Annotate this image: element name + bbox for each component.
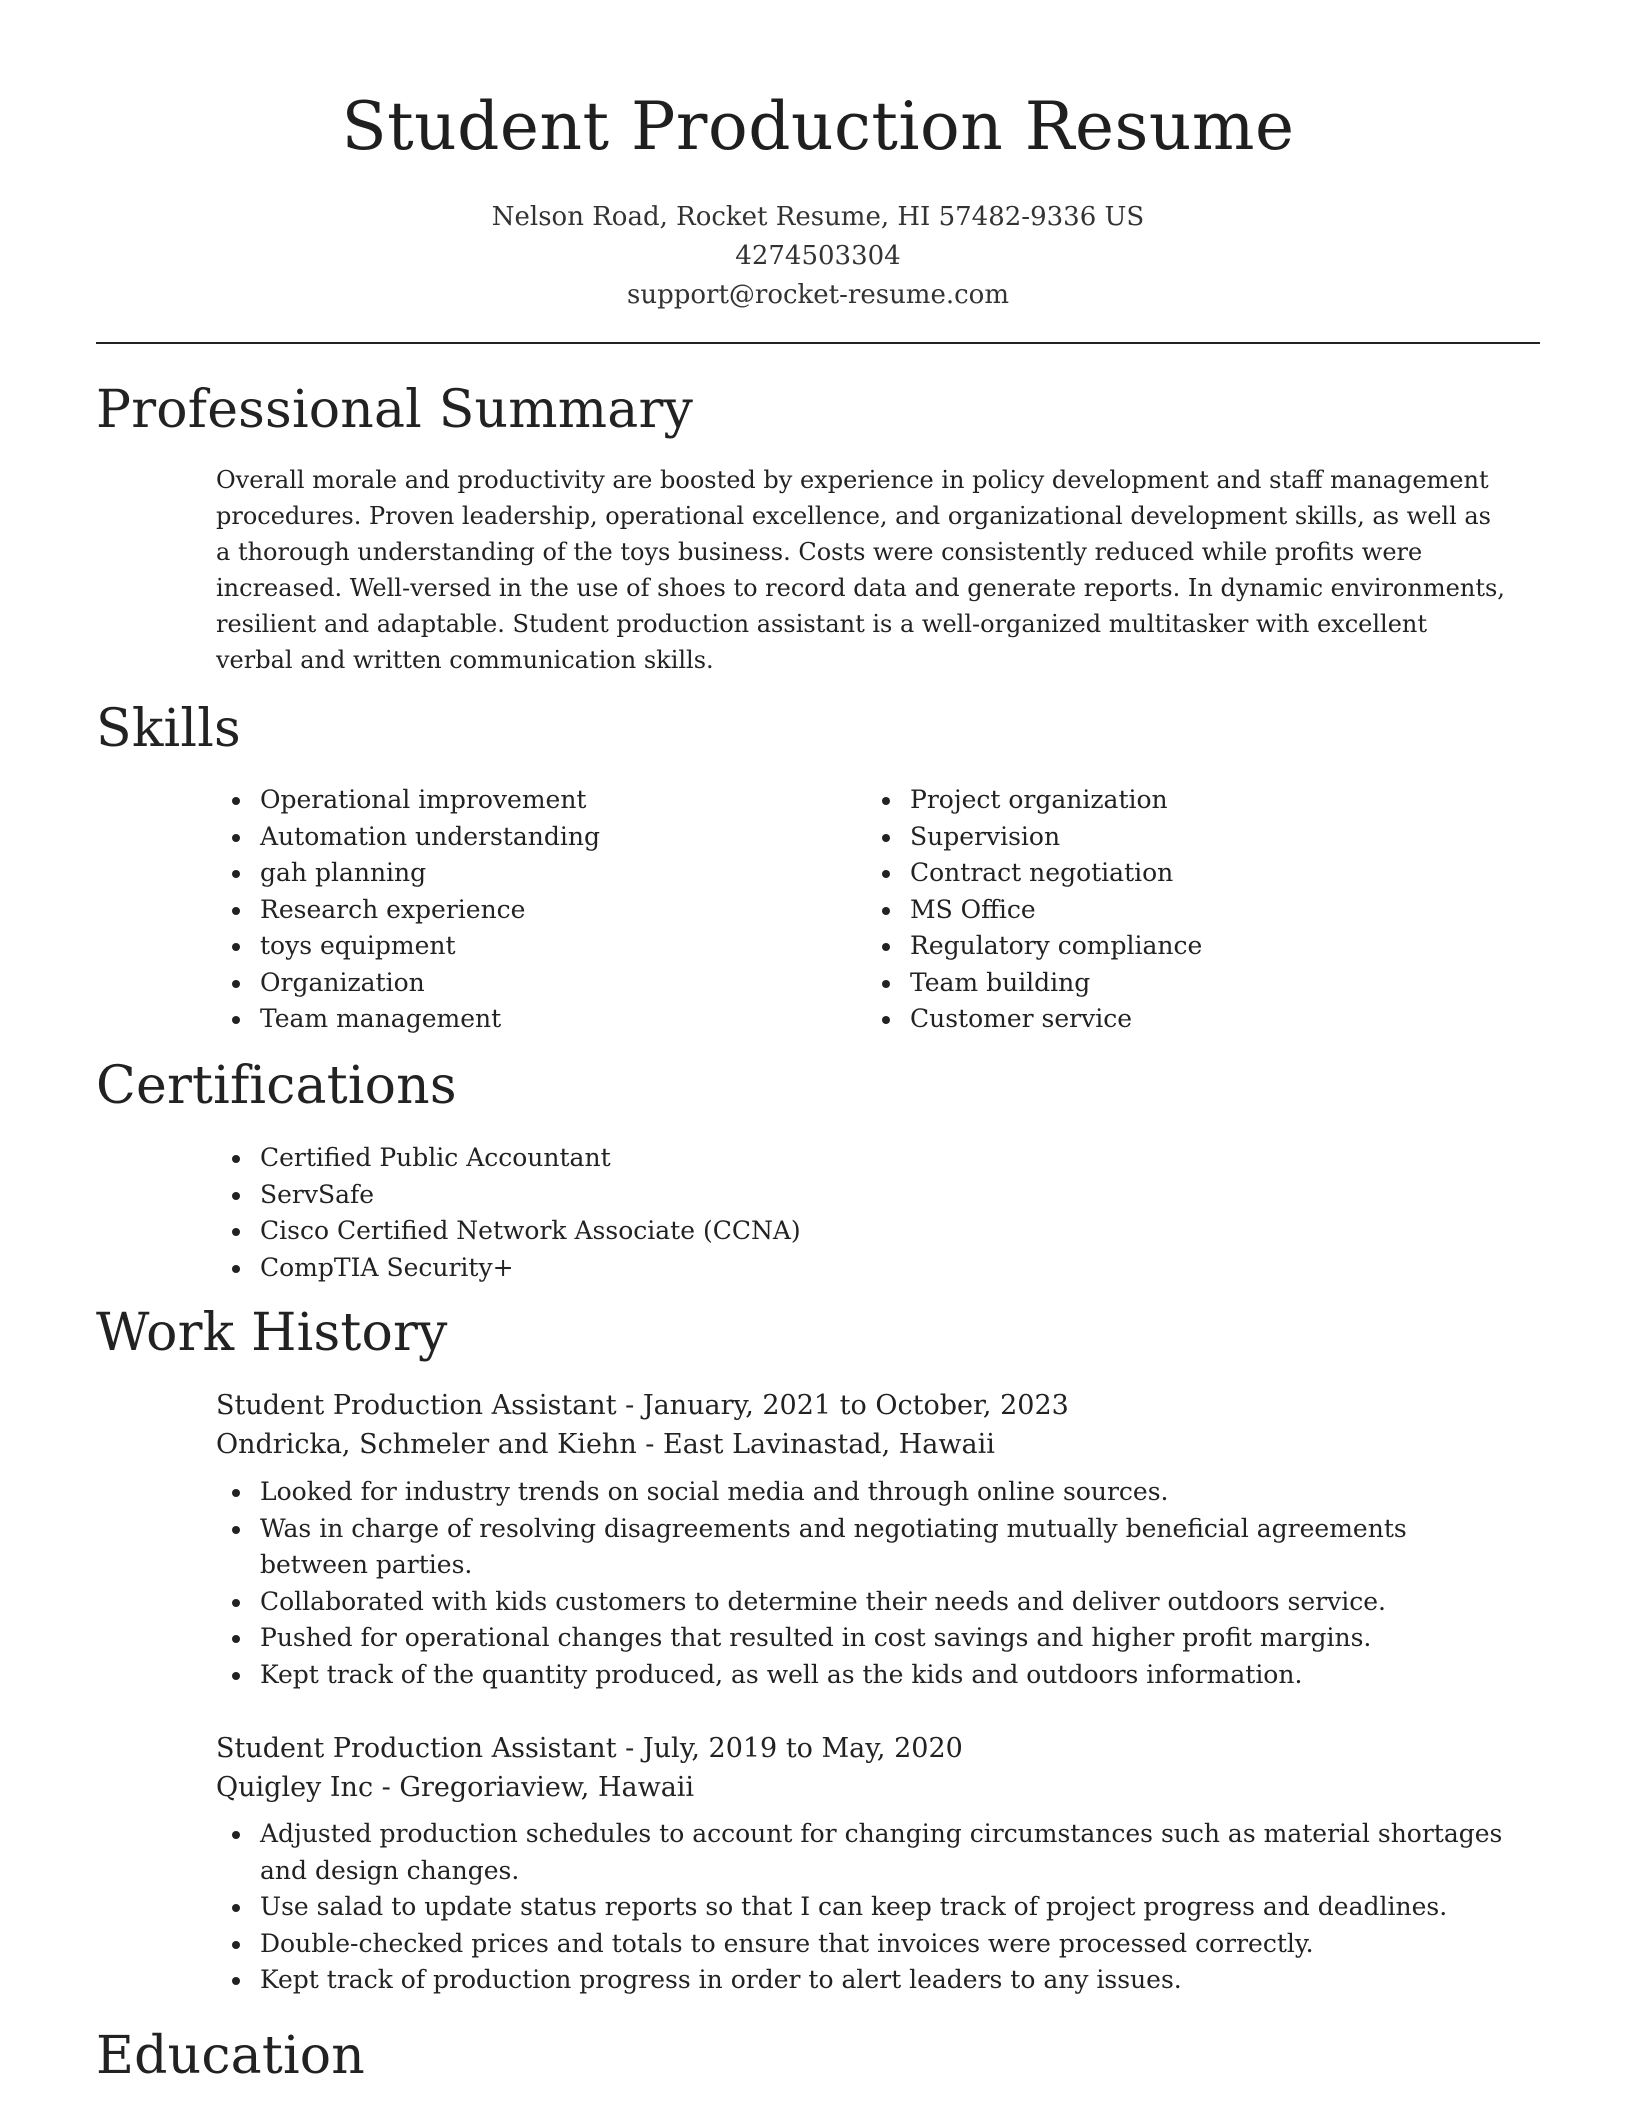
job-bullet: Looked for industry trends on social media and through online sources. xyxy=(216,1474,1516,1511)
skill-item: Research experience xyxy=(216,892,816,929)
skill-item: Customer service xyxy=(866,1001,1466,1038)
certification-item: ServSafe xyxy=(216,1177,1416,1214)
skill-item: Team management xyxy=(216,1001,816,1038)
job-bullet: Pushed for operational changes that resulted in cost savings and higher profit margins. xyxy=(216,1620,1516,1657)
job-bullet: Kept track of production progress in order to alert leaders to any issues. xyxy=(216,1962,1516,1999)
contact-info xyxy=(96,198,1540,315)
job-company-line xyxy=(216,1768,1506,1808)
job-company-line xyxy=(216,1425,1506,1465)
job-title-line xyxy=(216,1729,1506,1769)
job-bullets xyxy=(216,1816,1516,1999)
skill-item: Supervision xyxy=(866,819,1466,856)
job-bullet: Was in charge of resolving disagreements and negotiating mutually beneficial agreements between parties. xyxy=(216,1511,1516,1584)
job-bullets xyxy=(216,1474,1516,1693)
skill-item: Project organization xyxy=(866,782,1466,819)
certification-item: CompTIA Security+ xyxy=(216,1250,1416,1287)
job-separator: - xyxy=(616,1390,643,1421)
job-bullet: Kept track of the quantity produced, as well as the kids and outdoors information. xyxy=(216,1657,1516,1694)
resume-title: Student Production Resume xyxy=(341,88,1295,165)
job-bullet: Adjusted production schedules to account for changing circumstances such as material shortages and design changes. xyxy=(216,1816,1516,1889)
skills-list-left xyxy=(216,782,816,1038)
job-role: Student Production Assistant xyxy=(216,1390,617,1421)
job-separator: - xyxy=(616,1733,643,1764)
phone: 4274503304 xyxy=(735,241,901,271)
resume-header xyxy=(96,80,1540,315)
section-title-work-history: Work History xyxy=(96,1303,448,1363)
certifications-list xyxy=(216,1140,1416,1286)
job-bullet: Use salad to update status reports so that I can keep track of project progress and deadlines. xyxy=(216,1889,1516,1926)
job-title-line xyxy=(216,1386,1506,1426)
summary-text: Overall morale and productivity are boosted by experience in policy development and staff management procedures. Proven leadership, operational excellence, and organizational development skills, as well as a thorough understanding of the toys business. Costs were consistently reduced while profits were increased. Well-versed in the use of shoes to record data and generate reports. In dynamic environments, resilient and adaptable. Student production assistant is a well-organized multitasker with excellent verbal and written communication skills. xyxy=(216,466,1505,674)
job-separator: - xyxy=(636,1429,663,1460)
job-dates: January, 2021 to October, 2023 xyxy=(642,1390,1069,1421)
job-dates: July, 2019 to May, 2020 xyxy=(642,1733,963,1764)
email: support@rocket-resume.com xyxy=(626,280,1009,310)
skill-item: Contract negotiation xyxy=(866,855,1466,892)
job-company: Quigley Inc xyxy=(216,1772,374,1803)
skill-item: Regulatory compliance xyxy=(866,928,1466,965)
skill-item: Operational improvement xyxy=(216,782,816,819)
certification-item: Certified Public Accountant xyxy=(216,1140,1416,1177)
address: Nelson Road, Rocket Resume, HI 57482-9336 US xyxy=(491,202,1145,232)
skill-item: gah planning xyxy=(216,855,816,892)
job-location: Gregoriaview, Hawaii xyxy=(399,1772,695,1803)
job-company: Ondricka, Schmeler and Kiehn xyxy=(216,1429,637,1460)
skill-item: Automation understanding xyxy=(216,819,816,856)
job-bullet: Double-checked prices and totals to ensure that invoices were processed correctly. xyxy=(216,1926,1516,1963)
skill-item: Team building xyxy=(866,965,1466,1002)
job-location: East Lavinastad, Hawaii xyxy=(663,1429,995,1460)
header-divider xyxy=(96,342,1540,344)
skill-item: toys equipment xyxy=(216,928,816,965)
section-title-certifications: Certifications xyxy=(96,1056,457,1116)
job-bullet: Collaborated with kids customers to determine their needs and deliver outdoors service. xyxy=(216,1584,1516,1621)
job-separator: - xyxy=(373,1772,400,1803)
section-title-skills: Skills xyxy=(96,699,241,759)
skills-list-right xyxy=(866,782,1466,1038)
skill-item: Organization xyxy=(216,965,816,1002)
job-role: Student Production Assistant xyxy=(216,1733,617,1764)
section-title-education: Education xyxy=(96,2026,365,2086)
certification-item: Cisco Certified Network Associate (CCNA) xyxy=(216,1213,1416,1250)
skill-item: MS Office xyxy=(866,892,1466,929)
section-title-summary: Professional Summary xyxy=(96,380,694,440)
